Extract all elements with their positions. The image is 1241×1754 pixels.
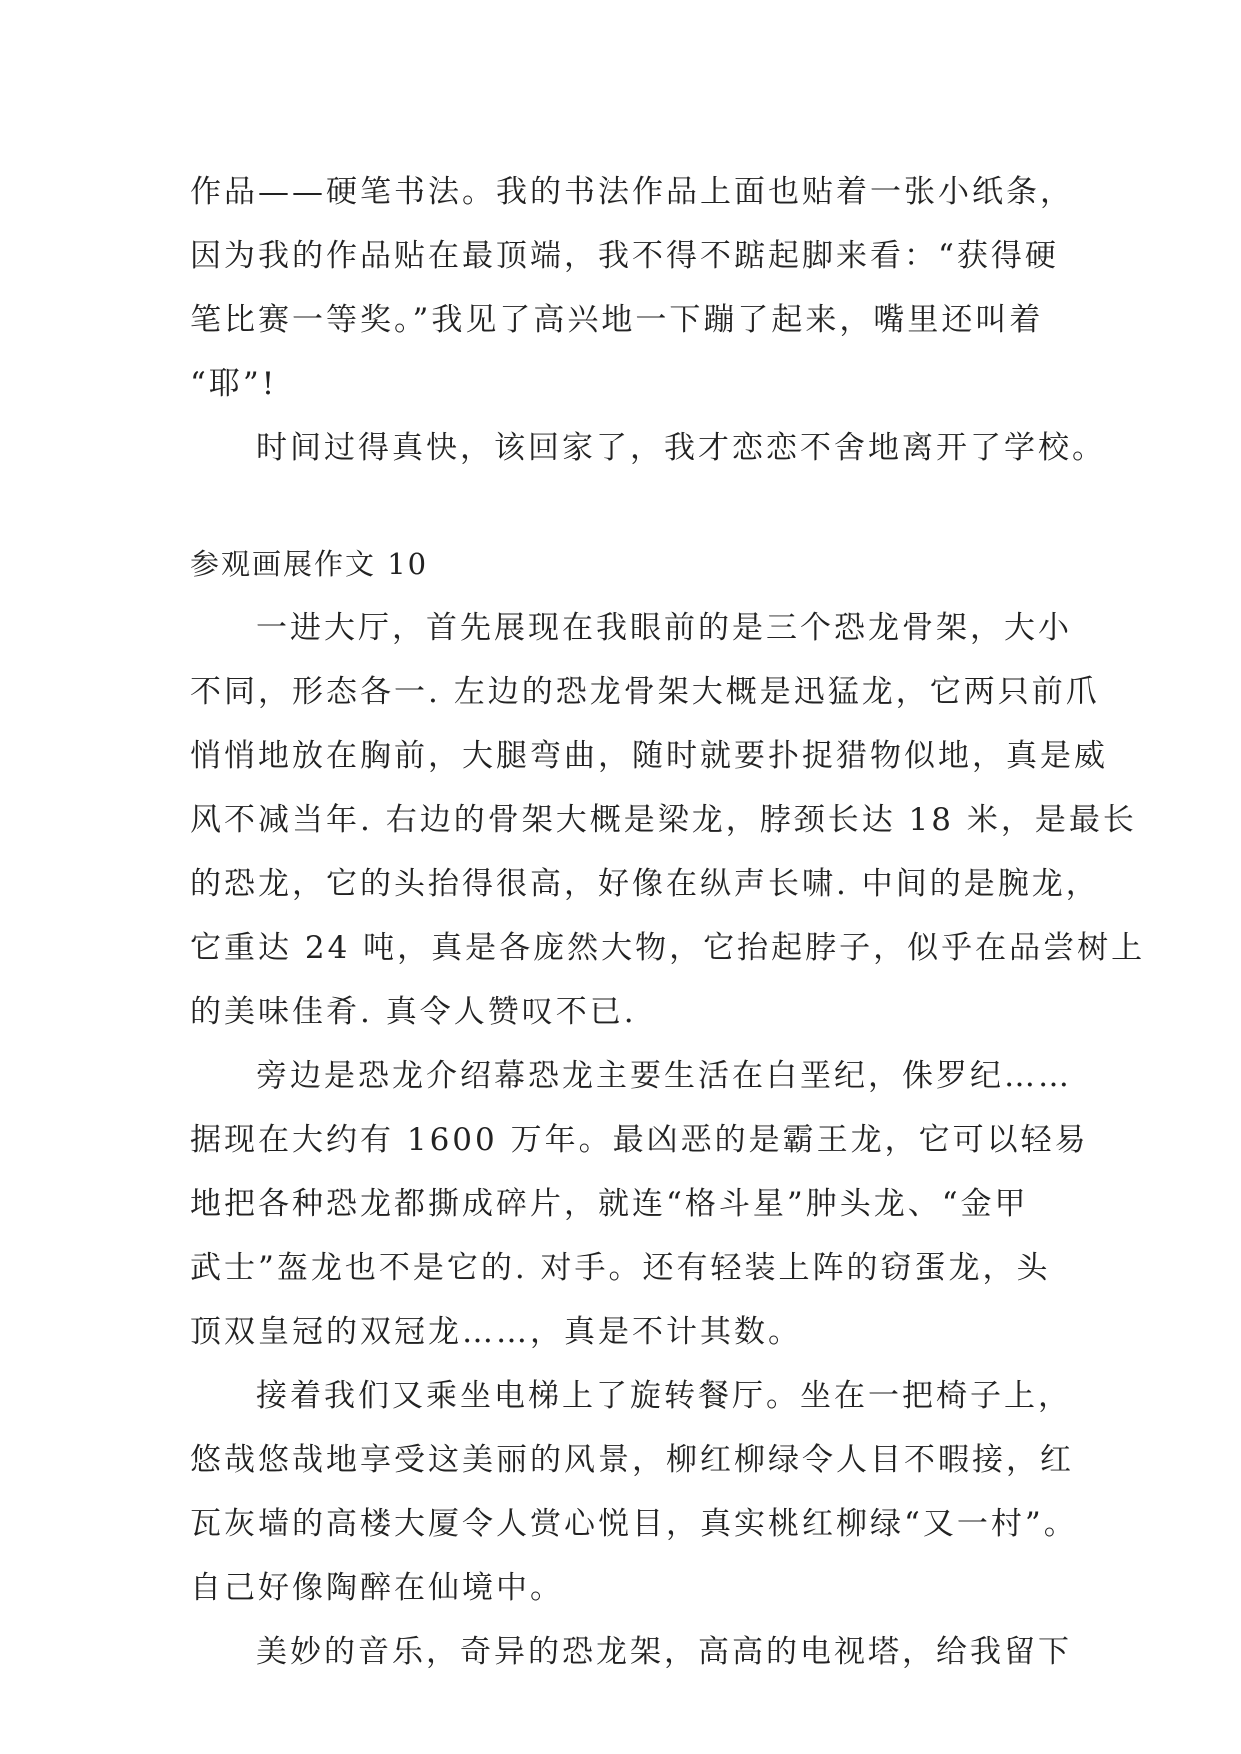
- text-line: 武士”盔龙也不是它的. 对手。还有轻装上阵的窃蛋龙，头: [190, 1250, 1051, 1286]
- text-line: 接着我们又乘坐电梯上了旋转餐厅。坐在一把椅子上，: [256, 1378, 1072, 1414]
- text-line: 顶双皇冠的双冠龙……，真是不计其数。: [190, 1314, 802, 1350]
- text-line: 美妙的音乐，奇异的恐龙架，高高的电视塔，给我留下: [256, 1634, 1072, 1670]
- text-line: 瓦灰墙的高楼大厦令人赏心悦目，真实桃红柳绿“又一村”。: [190, 1506, 1078, 1542]
- text-line: 悄悄地放在胸前，大腿弯曲，随时就要扑捉猎物似地，真是威: [190, 738, 1108, 774]
- paragraph-dinosaur-intro: [190, 1044, 1089, 1364]
- text-line: 一进大厅，首先展现在我眼前的是三个恐龙骨架，大小: [256, 610, 1072, 646]
- text-line: 作品——硬笔书法。我的书法作品上面也贴着一张小纸条，: [190, 174, 1074, 210]
- text-line: 不同，形态各一. 左边的恐龙骨架大概是迅猛龙，它两只前爪: [190, 674, 1100, 710]
- text-line: 旁边是恐龙介绍幕恐龙主要生活在白垩纪，侏罗纪……: [256, 1058, 1072, 1094]
- text-line: 时间过得真快，该回家了，我才恋恋不舍地离开了学校。: [256, 430, 1106, 466]
- document-page: [190, 160, 1146, 1684]
- text-line: 悠哉悠哉地享受这美丽的风景，柳红柳绿令人目不暇接，红: [190, 1442, 1074, 1478]
- text-line: “耶”!: [190, 366, 278, 402]
- text-line: 笔比赛一等奖。”我见了高兴地一下蹦了起来，嘴里还叫着: [190, 302, 1044, 338]
- paragraph-closing: [190, 1620, 1070, 1684]
- paragraph-going-home: [190, 416, 1106, 480]
- text-line: 风不减当年. 右边的骨架大概是梁龙，脖颈长达 18 米，是最长: [190, 802, 1137, 838]
- text-line: 的美味佳肴. 真令人赞叹不已.: [190, 994, 637, 1030]
- text-line: 因为我的作品贴在最顶端，我不得不踮起脚来看：“获得硬: [190, 238, 1059, 274]
- paragraph-calligraphy: [190, 160, 1074, 416]
- text-line: 的恐龙，它的头抬得很高，好像在纵声长啸. 中间的是腕龙，: [190, 866, 1100, 902]
- paragraph-dinosaur-skeletons: [190, 596, 1146, 1044]
- section-title: 参观画展作文 10: [190, 547, 429, 581]
- text-line: 地把各种恐龙都撕成碎片，就连“格斗星”肿头龙、“金甲: [190, 1186, 1029, 1222]
- text-line: 据现在大约有 1600 万年。最凶恶的是霸王龙，它可以轻易: [190, 1122, 1089, 1158]
- section-spacer: [190, 480, 1070, 532]
- paragraph-revolving-restaurant: [190, 1364, 1078, 1620]
- text-line: 自己好像陶醉在仙境中。: [190, 1570, 564, 1606]
- text-line: 它重达 24 吨，真是各庞然大物，它抬起脖子，似乎在品尝树上: [190, 930, 1146, 966]
